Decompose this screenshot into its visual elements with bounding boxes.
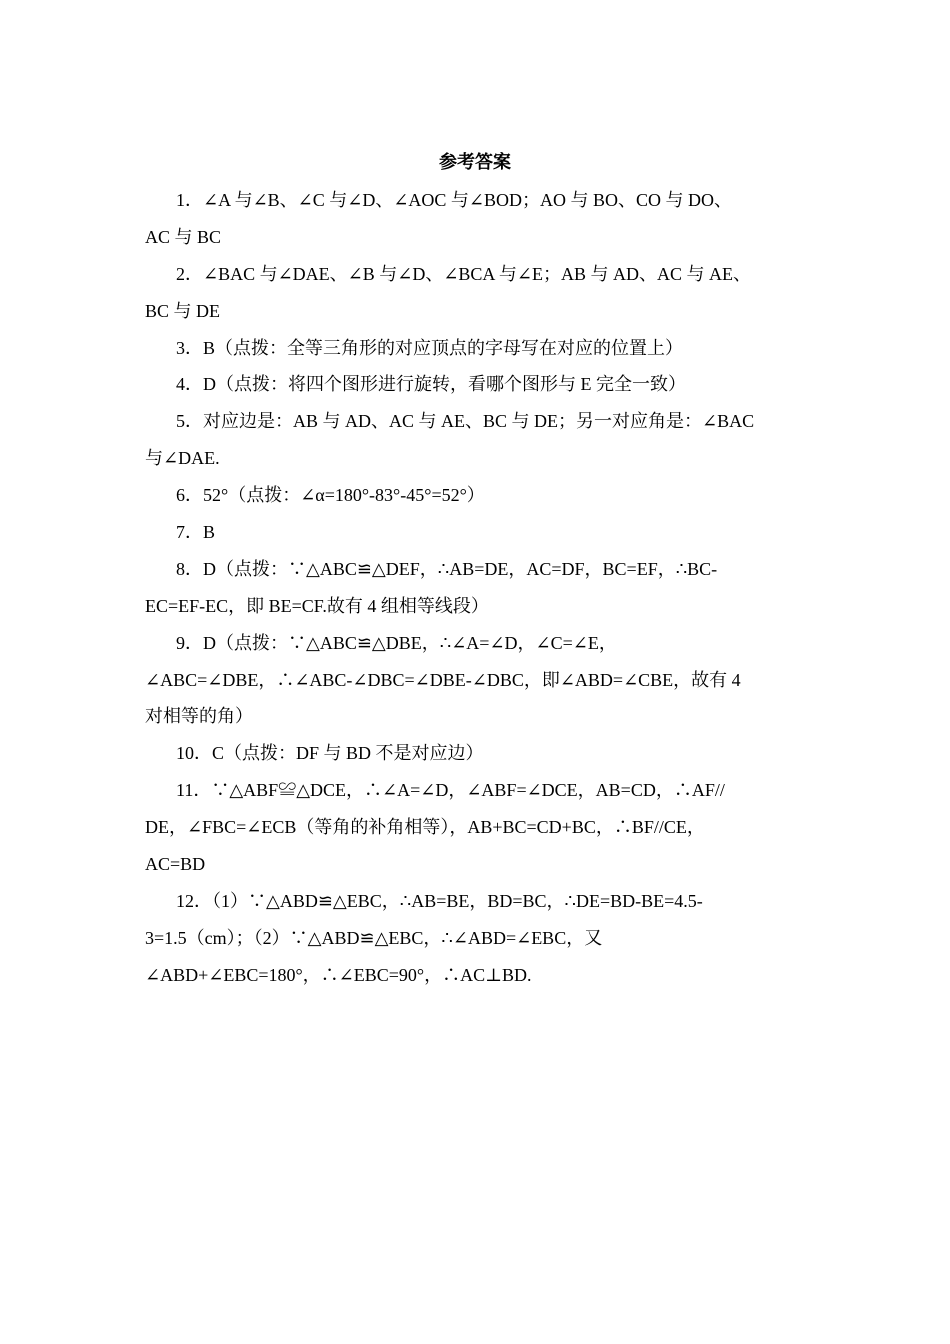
answer-line: 3=1.5（cm）；（2）∵△ABD≌△EBC，∴∠ABD=∠EBC，又 — [145, 927, 603, 948]
answer-line: ∠ABD+∠EBC=180°，∴∠EBC=90°，∴AC⊥BD. — [145, 964, 532, 985]
answer-line: ∠ABC=∠DBE，∴∠ABC-∠DBC=∠DBE-∠DBC，即∠ABD=∠CBE，故有 4 — [145, 669, 741, 690]
answer-line: DE，∠FBC=∠ECB（等角的补角相等），AB+BC=CD+BC，∴BF//CE， — [145, 817, 705, 838]
answer-item — [145, 262, 815, 336]
answer-item — [145, 409, 815, 483]
answer-line: AC 与 BC — [145, 226, 222, 247]
answer-line: 5．对应边是：AB 与 AD、AC 与 AE、BC 与 DE；另一对应角是：∠BAC — [176, 411, 755, 432]
answer-line: 对相等的角） — [145, 706, 253, 727]
answer-line: 10．C（点拨：DF 与 BD 不是对应边） — [176, 743, 484, 764]
answer-line: 12．（1）∵△ABD≌△EBC，∴AB=BE，BD=BC，∴DE=BD-BE=4.5- — [176, 890, 703, 911]
answer-item — [145, 372, 815, 409]
answer-line: BC 与 DE — [145, 300, 221, 321]
answer-line: 11．∵△ABF≌△DCE，∴∠A=∠D，∠ABF=∠DCE，AB=CD，∴AF// — [176, 780, 725, 801]
answer-item — [145, 889, 815, 1000]
answer-item — [145, 520, 815, 557]
answer-line: 8．D（点拨：∵△ABC≌△DEF，∴AB=DE，AC=DF，BC=EF，∴BC- — [176, 558, 718, 579]
answer-item — [145, 483, 815, 520]
answer-line: 1．∠A 与∠B、∠C 与∠D、∠AOC 与∠BOD；AO 与 BO、CO 与 DO、 — [176, 190, 733, 210]
answer-line: 与∠DAE. — [145, 448, 220, 469]
page-title: 参考答案 — [439, 152, 511, 172]
answer-item — [145, 188, 815, 262]
answer-line: 4．D（点拨：将四个图形进行旋转，看哪个图形与 E 完全一致） — [176, 374, 686, 395]
answer-line: 6．52°（点拨：∠α=180°-83°-45°=52°） — [176, 485, 485, 506]
answer-line: 9．D（点拨：∵△ABC≌△DBE，∴∠A=∠D，∠C=∠E， — [176, 632, 617, 653]
answer-line: 7．B — [176, 522, 216, 543]
answer-line: AC=BD — [145, 854, 206, 875]
answer-item — [145, 631, 815, 742]
answer-item — [145, 778, 815, 889]
answer-line: 2．∠BAC 与∠DAE、∠B 与∠D、∠BCA 与∠E；AB 与 AD、AC 与 AE、 — [176, 263, 752, 284]
answer-list — [145, 188, 815, 1000]
answer-line: EC=EF-EC，即 BE=CF.故有 4 组相等线段） — [145, 595, 489, 616]
answer-item — [145, 336, 815, 373]
answer-item — [145, 557, 815, 631]
answer-item — [145, 741, 815, 778]
answer-line: 3．B（点拨：全等三角形的对应顶点的字母写在对应的位置上） — [176, 337, 684, 358]
